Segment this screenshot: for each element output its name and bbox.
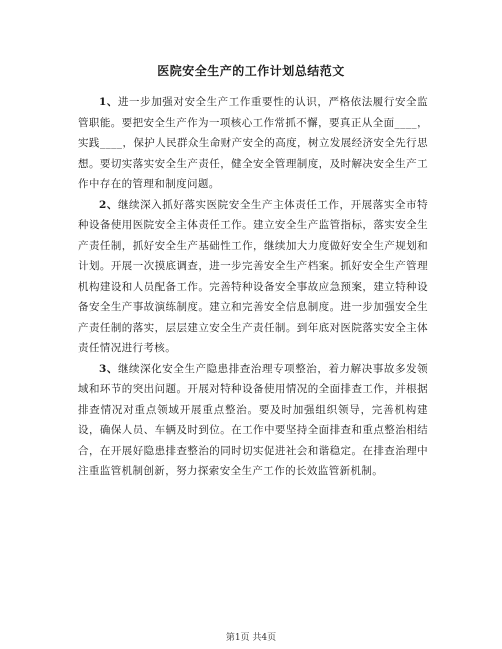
paragraph-2 <box>78 195 428 359</box>
paragraph-text: 继续深入抓好落实医院安全生产主体责任工作，开展落实全市特种设备使用医院安全主体责任工作。建立安全生产监管指标，落实安全生产责任制，抓好安全生产基础性工作，继续加大力度做好安全生产规划和计划。开展一次摸底调查，进一步完善安全生产档案。抓好安全生产管理机构建设和人员配备工作。完善特种设备安全事故应急预案，建立特种设备安全生产事故演练制度。建立和完善安全信息制度。进一步加强安全生产责任制的落实，层层建立安全生产责任制。到年底对医院落实安全主体责任情况进行考核。 <box>78 198 428 354</box>
paragraph-text: 继续深化安全生产隐患排查治理专项整治，着力解决事故多发领域和环节的突出问题。开展对特种设备使用情况的全面排查工作，并根据排查情况对重点领域开展重点整治。要及时加强组织领导，完善机构建设，确保人员、车辆及时到位。在工作中要坚持全面排查和重点整治相结合，在开展好隐患排查整治的同时切实促进社会和谐稳定。在排查治理中注重监管机制创新，努力探索安全生产工作的长效监管新机制。 <box>78 362 428 477</box>
paragraph-number: 2、 <box>99 198 118 211</box>
paragraph-1 <box>78 92 428 195</box>
document-title: 医院安全生产的工作计划总结范文 <box>157 64 345 78</box>
paragraph-number: 3、 <box>99 362 118 375</box>
page-footer: 第1页 共4页 <box>225 633 277 643</box>
document-body <box>78 92 428 482</box>
paragraph-3 <box>78 359 428 482</box>
paragraph-text: 进一步加强对安全生产工作重要性的认识，严格依法履行安全监管职能。要把安全生产作为一项核心工作常抓不懈，要真正从全面____，实践____，保护人民群众生命财产安全的高度，树立发展经济安全先行思想。要切实落实安全生产责任，健全安全管理制度，及时解决安全生产工作中存在的管理和制度问题。 <box>78 96 428 190</box>
paragraph-number: 1、 <box>99 96 118 108</box>
